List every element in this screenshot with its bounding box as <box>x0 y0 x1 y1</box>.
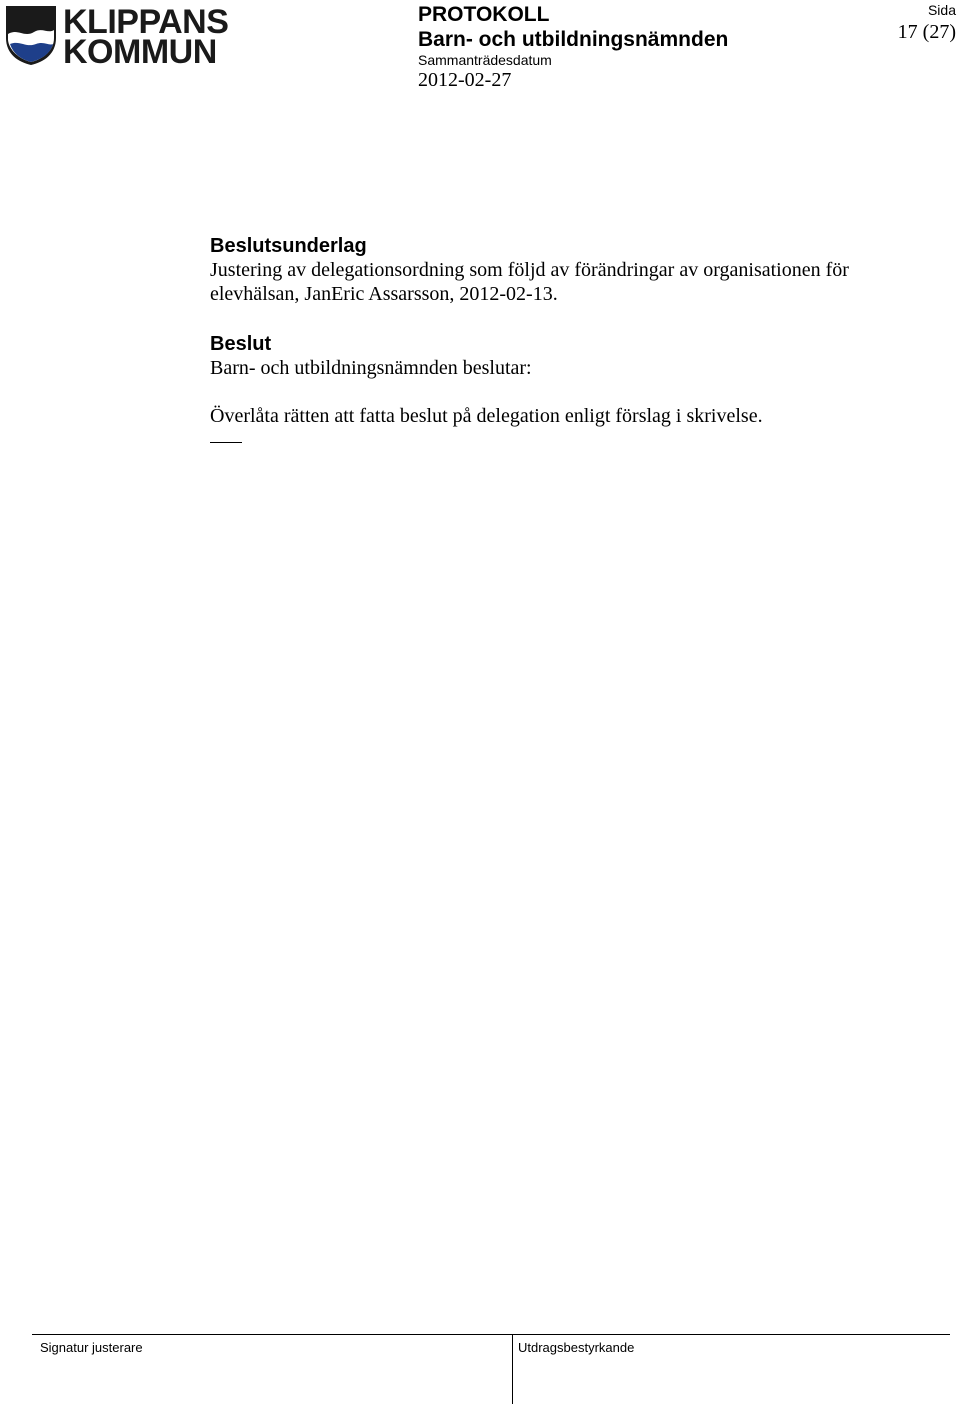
decision-intro: Barn- och utbildningsnämnden beslutar: <box>210 357 532 379</box>
meeting-date: 2012-02-27 <box>418 69 512 91</box>
signature-label: Signatur justerare <box>40 1340 143 1355</box>
page-number: 17 (27) <box>897 21 956 43</box>
decision-text: Överlåta rätten att fatta beslut på delegation enligt förslag i skrivelse. <box>210 405 763 427</box>
document-body <box>210 234 910 443</box>
logo-text-line1: KLIPPANS <box>63 3 229 41</box>
board-name: Barn- och utbildningsnämnden <box>418 28 729 51</box>
klippan-coat-of-arms-icon <box>4 4 58 66</box>
basis-text-line2: elevhälsan, JanEric Assarsson, 2012-02-13. <box>210 283 558 305</box>
footer-column-divider <box>512 1334 513 1404</box>
footer-divider <box>32 1334 950 1335</box>
extract-certification-label: Utdragsbestyrkande <box>518 1340 635 1355</box>
section-end-rule <box>210 442 242 443</box>
basis-heading: Beslutsunderlag <box>210 235 367 257</box>
page-label: Sida <box>927 2 956 18</box>
document-type-title: PROTOKOLL <box>418 3 550 26</box>
decision-heading: Beslut <box>210 333 272 355</box>
meeting-date-label: Sammanträdesdatum <box>418 52 552 68</box>
municipality-logo <box>4 3 229 71</box>
logo-text-line2: KOMMUN <box>63 33 217 71</box>
basis-text-line1: Justering av delegationsordning som följd av förändringar av organisationen för <box>210 259 849 281</box>
